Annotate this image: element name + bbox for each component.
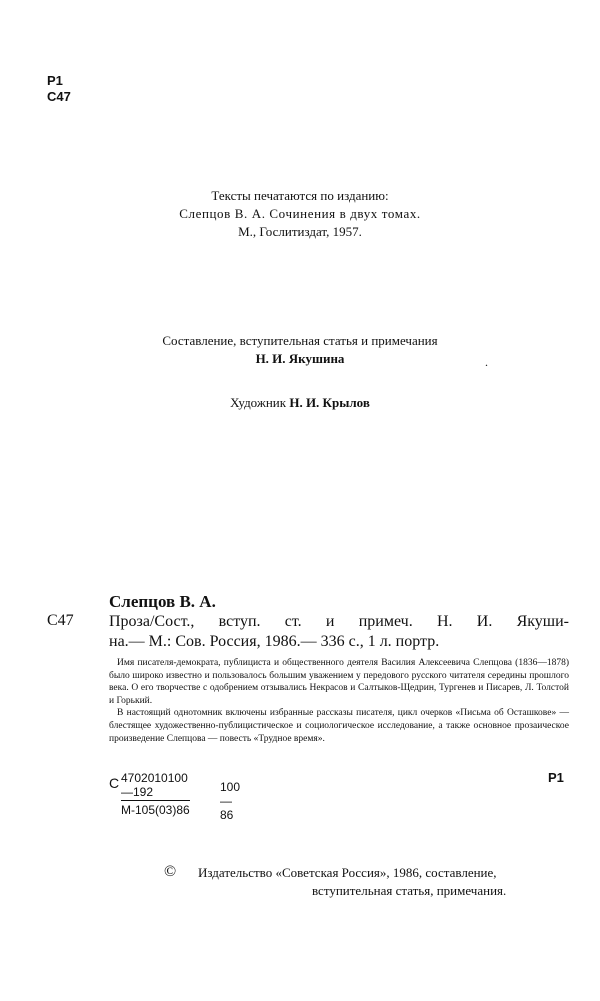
catalog-fraction (121, 771, 190, 817)
copyright-line-2: вступительная статья, примечания. (312, 883, 507, 898)
copyright-line-1: Издательство «Советская Россия», 1986, составление, (198, 865, 497, 880)
compilation-credit (0, 332, 600, 368)
print-dot: . (485, 355, 488, 369)
compilation-label: Составление, вступительная статья и примечания (162, 333, 438, 348)
classification-code-bbk: Р1 (47, 73, 63, 88)
compiler-name: Н. И. Якушина (255, 351, 345, 366)
classification-code-author: С47 (47, 89, 71, 104)
card-code: С47 (47, 612, 74, 629)
catalog-right-code: Р1 (548, 770, 564, 785)
copyright-icon: © (164, 863, 177, 880)
annotation-paragraph-1: Имя писателя-демократа, публициста и общественного деятеля Василия Алексеевича Слепцова (1836—1878) было широко известно и пользовалось большим уважением у передового русского читателя середины прошлого века. О его творчестве с одобрением отзывались Некрасов и Салтыков-Щедрин, Тургенев и Писарев, Л. Толстой и Горький. (109, 658, 569, 706)
artist-label: Художник (230, 395, 287, 410)
source-line-1: Тексты печатаются по изданию: (211, 188, 389, 203)
card-description-line-2: на.— М.: Сов. Россия, 1986.— 336 с., 1 л. портр. (109, 633, 440, 650)
source-line-2: Слепцов В. А. Сочинения в двух томах. (179, 206, 421, 221)
card-description-line-1: Проза/Сост., вступ. ст. и примеч. Н. И. Якуши- (109, 613, 569, 630)
card-author: Слепцов В. А. (109, 592, 216, 611)
source-line-3: М., Гослитиздат, 1957. (238, 224, 362, 239)
artist-name: Н. И. Крылов (289, 395, 370, 410)
catalog-numerator: 4702010100—192 (121, 771, 188, 799)
catalog-denominator: М-105(03)86 (121, 803, 190, 817)
source-edition-note (0, 187, 600, 241)
card-annotation (109, 657, 569, 745)
catalog-side-code: 100—86 (220, 780, 241, 822)
catalog-letter: С (109, 775, 120, 791)
classification-codes (47, 73, 71, 105)
artist-credit (0, 395, 600, 411)
annotation-paragraph-2: В настоящий однотомник включены избранные рассказы писателя, цикл очерков «Письма об Осташкове» — блестящее художественно-публицистическое и социологическое исследование, а также основное прозаическое произведение Слепцова — повесть «Трудное время». (109, 708, 569, 744)
